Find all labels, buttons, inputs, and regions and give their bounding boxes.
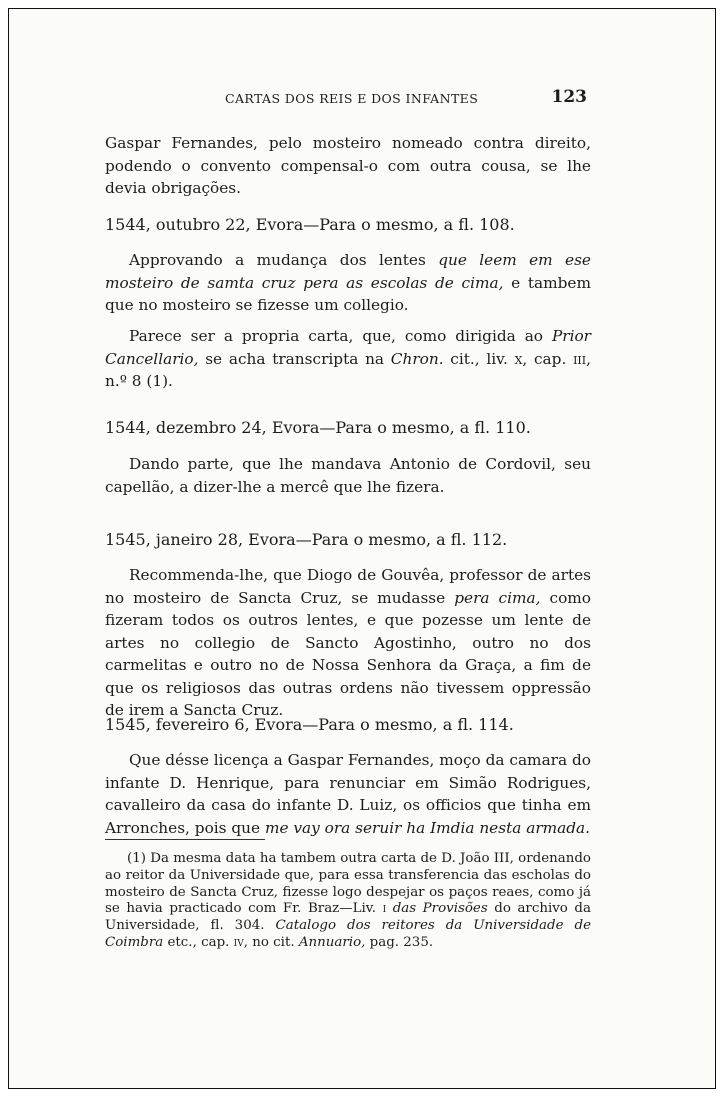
paragraph-parece bbox=[105, 325, 591, 393]
page-number: 123 bbox=[551, 87, 587, 107]
dateline-1545-janeiro: 1545, janeiro 28, Evora—Para o mesmo, a fl. 112. bbox=[105, 530, 508, 549]
dateline-1544-outubro: 1544, outubro 22, Evora—Para o mesmo, a fl. 108. bbox=[105, 215, 515, 234]
footnote-text: (1) Da mesma data ha tambem outra carta de D. João III, ordenando ao reitor da Universidade que, para essa transferencia das escholas do mosteiro de Sancta Cruz, fizesse logo despejar os paços reaes, como já se havia practicado com Fr. Braz—Liv. bbox=[105, 851, 591, 917]
paragraph-dando-parte: Dando parte, que lhe mandava Antonio de Cordovil, seu capellão, a dizer-lhe a mercê que lhe fizera. bbox=[105, 455, 591, 496]
italic-chron: Chron. bbox=[390, 349, 444, 368]
paragraph-text: cit., liv. bbox=[443, 349, 515, 368]
paragraph-text: como fizeram todos os outros lentes, e que pozesse um lente de artes no collegio de Sancto Agostinho, outro no dos carmelitas e outro no de Nossa Senhora da Graça, a fim de que os religiosos das outras ordens não tivessem oppressão de irem a Sancta Cruz. bbox=[105, 588, 591, 719]
paragraph-approvando bbox=[105, 249, 591, 317]
paragraph-text: Recommenda-lhe, que Diogo de Gouvêa, professor de artes no mosteiro de Sancta Cruz, se mudasse bbox=[105, 566, 591, 607]
footnote bbox=[105, 851, 591, 952]
dateline-1545-fevereiro: 1545, fevereiro 6, Evora—Para o mesmo, a fl. 114. bbox=[105, 715, 514, 734]
paragraph-text: Parece ser a propria carta, que, como dirigida ao bbox=[129, 327, 552, 345]
paragraph-gaspar-fernandes: Gaspar Fernandes, pelo mosteiro nomeado contra direito, podendo o convento compensal-o com outra cousa, se lhe devia obrigações. bbox=[105, 134, 591, 197]
footnote-divider bbox=[105, 839, 265, 840]
footnote-text: do archivo da Universidade, fl. 304. bbox=[105, 901, 591, 934]
footnote-italic: Annuario, bbox=[298, 934, 366, 950]
roman-numeral: iii bbox=[573, 349, 587, 368]
paragraph-text: , cap. bbox=[522, 349, 574, 368]
roman-numeral: i bbox=[382, 901, 387, 917]
paragraph-quote: que leem em ese mosteiro de samta cruz pera as escolas de cima, bbox=[105, 251, 591, 292]
footnote-text: , no cit. bbox=[243, 934, 299, 950]
paragraph-text: se acha transcripta na bbox=[198, 349, 391, 368]
roman-numeral: iv bbox=[233, 934, 244, 950]
italic-title: Prior Cancellario, bbox=[105, 327, 591, 368]
paragraph-text: , n.º 8 (1). bbox=[105, 349, 591, 390]
running-header bbox=[105, 87, 591, 111]
paragraph-recommenda bbox=[105, 564, 591, 722]
dateline-1544-dezembro: 1544, dezembro 24, Evora—Para o mesmo, a fl. 110. bbox=[105, 418, 531, 437]
footnote-italic: das Provisões bbox=[386, 901, 488, 917]
paragraph-quote: me vay ora seruir ha Imdia nesta armada. bbox=[264, 818, 591, 837]
document-page bbox=[8, 8, 716, 1089]
paragraph-quote: pera cima, bbox=[454, 588, 541, 607]
paragraph-text: e tambem que no mosteiro se fizesse um collegio. bbox=[105, 273, 591, 314]
footnote-text: pag. 235. bbox=[365, 934, 434, 950]
paragraph-text: Que désse licença a Gaspar Fernandes, moço da camara do infante D. Henrique, para renunciar em Simão Rodrigues, cavalleiro da casa do infante D. Luiz, os officios que tinha em Arronches, pois que bbox=[105, 751, 591, 837]
footnote-text: etc., cap. bbox=[163, 934, 234, 950]
roman-numeral: x bbox=[514, 349, 523, 368]
running-header-title: CARTAS DOS REIS E DOS INFANTES bbox=[225, 91, 479, 106]
paragraph-que-desse bbox=[105, 749, 591, 839]
paragraph-text: Approvando a mudança dos lentes bbox=[129, 251, 439, 269]
footnote-italic: Catalogo dos reitores da Universidade de Coimbra bbox=[105, 918, 591, 950]
